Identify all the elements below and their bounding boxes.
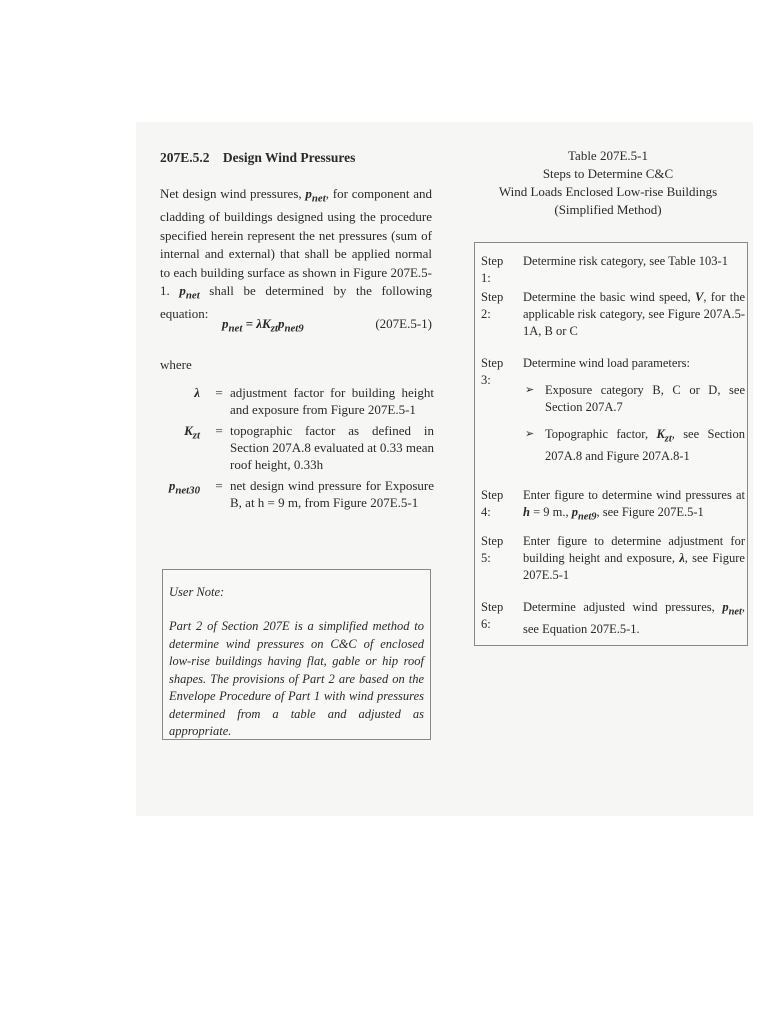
step-text: Determine risk category, see Table 103-1: [523, 254, 728, 268]
equation-207E-5-1: [160, 316, 432, 338]
where-label: where: [160, 357, 192, 372]
definition-pnet30: $p_{net30}$ = net design wind pressure for Exposure B, at h = 9 m, from Figure 207E.5-1: [168, 478, 434, 510]
equation-body: $p_{net} = \lambda K_{zt}p_{net9}$: [222, 316, 304, 335]
section-title: Design Wind Pressures: [222, 150, 356, 165]
definition-kzt: $K_{zt}$ = topographic factor as defined in Section 207A.8 evaluated at 0.33 mean roof height, 0.33h: [184, 423, 434, 472]
user-note-heading: User Note:: [169, 585, 225, 599]
step-text: Determine the basic wind speed, V, for the applicable risk category, see Figure 207A.5-1A, B or C: [523, 290, 745, 338]
step-text: Determine adjusted wind pressures, $p_{net}$, see Equation 207E.5-1.: [523, 600, 745, 636]
step-label: Step 6:: [481, 600, 504, 631]
step-label: Step 3:: [481, 356, 504, 387]
step-label: Step 5:: [481, 534, 504, 565]
step-3-sub-item: ➢ Exposure category B, C or D, see Section 207A.7: [525, 383, 745, 414]
definitions-list: [160, 384, 434, 515]
steps-table: [474, 242, 748, 646]
step-label: Step 1:: [481, 254, 504, 285]
arrow-bullet-icon: ➢: [525, 384, 535, 396]
step-text: Determine wind load parameters: ➢ Exposure category B, C or D, see Section 207A.7 ➢ Topographic factor, $K_{zt}$, see Section 207A.8 and Figure 207A.8-1: [523, 356, 745, 463]
table-caption: Table 207E.5-1 Steps to Determine C&C Wind Loads Enclosed Low-rise Buildings (Simplified Method): [498, 148, 718, 217]
intro-paragraph: Net design wind pressures, $p_{net}$, for component and cladding of buildings designed using the procedure specified herein represent the net pressures (sum of internal and external) that shall be applied normal to each building surface as shown in Figure 207E.5-1. $p_{net}$ shall be determined by the following equation:: [160, 186, 433, 322]
step-3-sub-item: ➢ Topographic factor, $K_{zt}$, see Section 207A.8 and Figure 207A.8-1: [525, 427, 745, 463]
user-note-body: Part 2 of Section 207E is a simplified method to determine wind pressures on C&C of enclosed low-rise buildings having flat, gable or hip roof shapes. The provisions of Part 2 are based on the Envelope Procedure of Part 1 with wind pressures determined from a table and adjusted as appropriate.: [169, 619, 424, 738]
arrow-bullet-icon: ➢: [525, 428, 535, 440]
equation-number: (207E.5-1): [375, 316, 432, 331]
step-label: Step 2:: [481, 290, 504, 321]
step-text: Enter figure to determine wind pressures at h = 9 m., $p_{net9}$, see Figure 207E.5-1: [523, 488, 745, 523]
step-text: Enter figure to determine adjustment for building height and exposure, λ, see Figure 207E.5-1: [523, 534, 745, 582]
step-label: Step 4:: [481, 488, 504, 519]
user-note-box: [162, 569, 431, 740]
definition-lambda: λ = adjustment factor for building height and exposure from Figure 207E.5-1: [194, 385, 434, 417]
section-number: 207E.5.2: [160, 150, 210, 165]
section-heading: [160, 150, 434, 166]
